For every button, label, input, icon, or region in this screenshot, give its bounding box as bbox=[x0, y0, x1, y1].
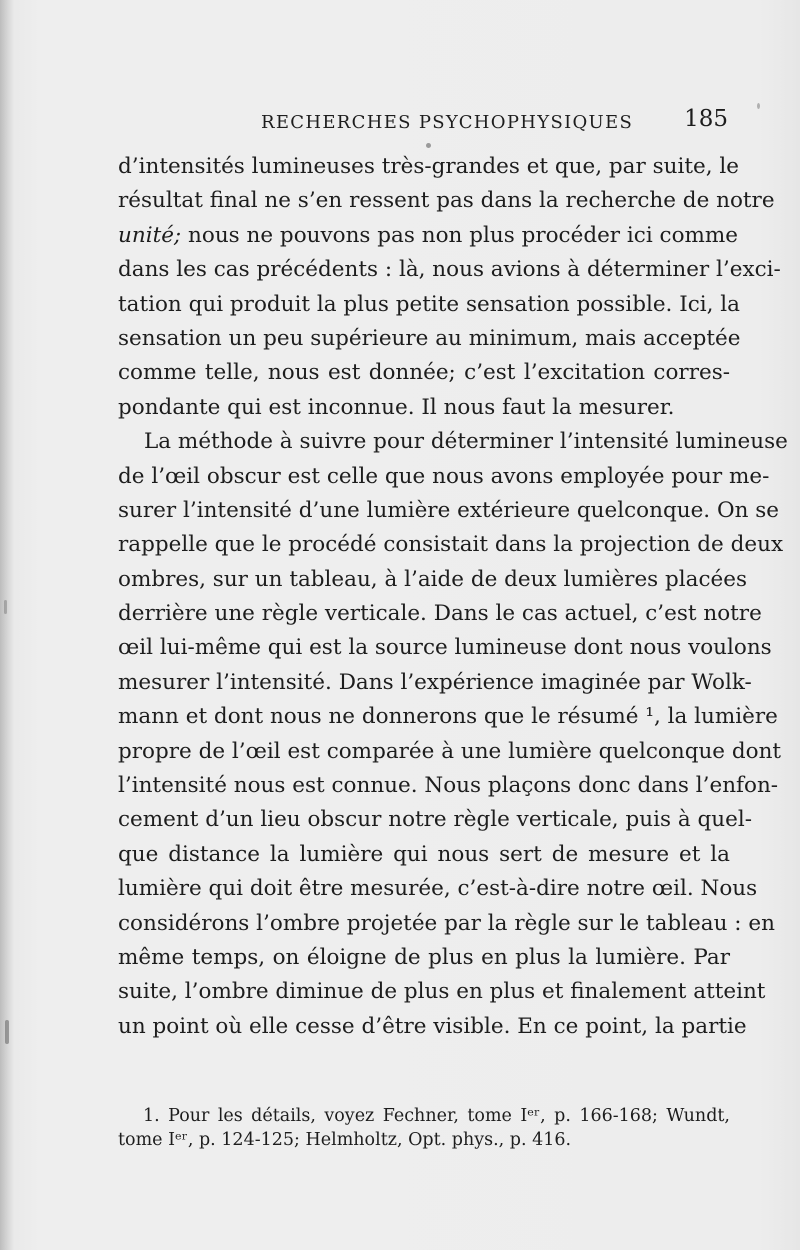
text-line: suite, l’ombre diminue de plus en plus et finalement atteint bbox=[118, 979, 766, 1005]
text-line: pondante qui est inconnue. Il nous faut la mesurer. bbox=[118, 394, 675, 420]
ink-speck bbox=[757, 103, 760, 109]
footnote-line: tome Iᵉʳ, p. 124-125; Helmholtz, Opt. phys., p. 416. bbox=[118, 1130, 572, 1150]
text-line: même temps, on éloigne de plus en plus la lumière. Par bbox=[118, 944, 730, 970]
text-line: propre de l’œil est comparée à une lumière quelconque dont bbox=[118, 738, 782, 764]
text-line: de l’œil obscur est celle que nous avons employée pour me- bbox=[118, 463, 770, 489]
ink-speck bbox=[426, 143, 431, 148]
page-spine-shadow bbox=[0, 0, 14, 1250]
text-line: considérons l’ombre projetée par la règle sur le tableau : en bbox=[118, 910, 775, 936]
text-line: derrière une règle verticale. Dans le cas actuel, c’est notre bbox=[118, 601, 762, 627]
text-line: tation qui produit la plus petite sensation possible. Ici, la bbox=[118, 291, 740, 317]
text-line: mesurer l’intensité. Dans l’expérience imaginée par Wolk- bbox=[118, 669, 752, 695]
text-line: comme telle, nous est donnée; c’est l’excitation corres- bbox=[118, 360, 730, 386]
text-line: rappelle que le procédé consistait dans la projection de deux bbox=[118, 532, 784, 558]
text-line: cement d’un lieu obscur notre règle verticale, puis à quel- bbox=[118, 807, 752, 833]
text-line: dans les cas précédents : là, nous avions à déterminer l’exci- bbox=[118, 257, 781, 283]
text-line: ombres, sur un tableau, à l’aide de deux lumières placées bbox=[118, 566, 748, 592]
text-line: œil lui-même qui est la source lumineuse dont nous voulons bbox=[118, 635, 772, 661]
text-line: que distance la lumière qui nous sert de mesure et la bbox=[118, 841, 730, 867]
text-line: unité; nous ne pouvons pas non plus procéder ici comme bbox=[118, 222, 739, 248]
text-line: sensation un peu supérieure au minimum, mais acceptée bbox=[118, 325, 741, 351]
footnote-line: 1. Pour les détails, voyez Fechner, tome Iᵉʳ, p. 166-168; Wundt, bbox=[143, 1106, 730, 1126]
text-line: l’intensité nous est connue. Nous plaçons donc dans l’enfon- bbox=[118, 773, 779, 799]
text-line: surer l’intensité d’une lumière extérieure quelconque. On se bbox=[118, 497, 780, 523]
footnote bbox=[118, 1104, 730, 1152]
body-text bbox=[118, 150, 788, 1044]
text-line: d’intensités lumineuses très-grandes et que, par suite, le bbox=[118, 154, 739, 179]
ink-speck bbox=[5, 1020, 9, 1044]
ink-speck bbox=[4, 600, 7, 614]
page-number: 185 bbox=[684, 106, 728, 132]
text-line: un point où elle cesse d’être visible. En ce point, la partie bbox=[118, 1013, 747, 1039]
running-head bbox=[118, 106, 728, 138]
text-line: résultat final ne s’en ressent pas dans la recherche de notre bbox=[118, 188, 775, 214]
running-title: RECHERCHES PSYCHOPHYSIQUES bbox=[261, 112, 634, 133]
text-line: mann et dont nous ne donnerons que le résumé ¹, la lumière bbox=[118, 704, 778, 730]
text-line: lumière qui doit être mesurée, c’est-à-dire notre œil. Nous bbox=[118, 876, 758, 902]
text-line: La méthode à suivre pour déterminer l’intensité lumineuse bbox=[144, 429, 788, 455]
emphasis-text: unité; bbox=[118, 222, 182, 248]
